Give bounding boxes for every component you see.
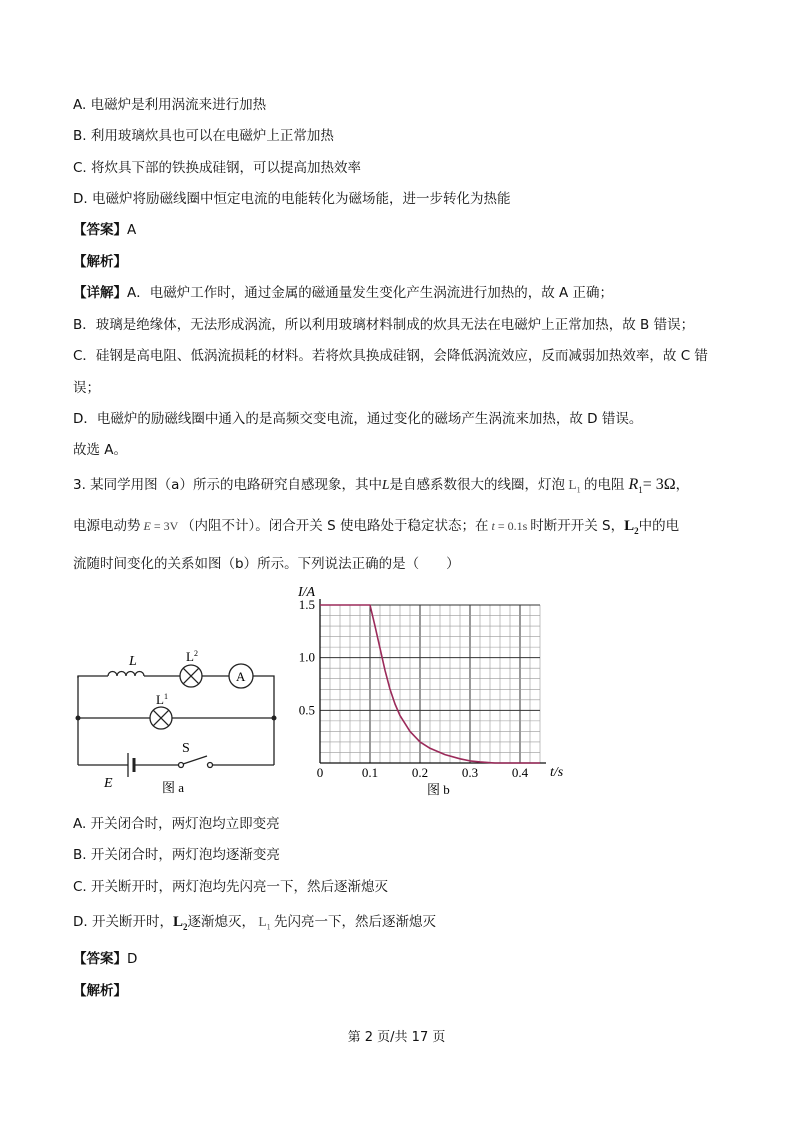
option-text: 逐渐熄灭，: [187, 914, 255, 930]
lamp-l1-symbol: $L_1$: [258, 914, 271, 932]
x-tick-label: 0.4: [511, 765, 529, 780]
q3-stem-line3: 流随时间变化的关系如图（b）所示。下列说法正确的是（ ）: [73, 556, 460, 572]
q2-option-d: D. 电磁炉将励磁线圈中恒定电流的电能转化为磁场能，进一步转化为热能: [73, 191, 511, 207]
q2-analysis-label: 【解析】: [73, 254, 127, 270]
label-ammeter: A: [236, 669, 246, 684]
q2-option-a: A. 电磁炉是利用涡流来进行加热: [73, 97, 267, 113]
detail-a-text: A．电磁炉工作时，通过金属的磁通量发生变化产生涡流进行加热的，故 A 正确；: [127, 285, 614, 301]
q3-analysis-label: 【解析】: [73, 983, 127, 999]
q3-stem-line2: [73, 517, 679, 540]
q2-option-b: B. 利用玻璃炊具也可以在电磁炉上正常加热: [73, 128, 334, 144]
coil-symbol: L: [381, 477, 390, 492]
answer-label: 【答案】: [73, 222, 127, 238]
answer-value: D: [127, 951, 138, 967]
option-text: 先闪亮一下，然后逐渐熄灭: [274, 914, 436, 930]
q2-detail-d: D．电磁炉的励磁线圈中通入的是高频交变电流，通过变化的磁场产生涡流来加热，故 D 错误。: [73, 411, 643, 427]
lamp-l2-cross: [183, 668, 199, 684]
lamp-l2-symbol: $L_2$: [624, 518, 639, 536]
junction-dot: [272, 716, 277, 721]
stem-text: 时断开开关 S，: [530, 518, 625, 534]
stem-text: 3. 某同学用图（a）所示的电路研究自感现象，其中: [73, 477, 382, 493]
y-tick-label: 1.5: [298, 597, 315, 612]
q3-option-b: B. 开关闭合时，两灯泡均逐渐变亮: [73, 847, 280, 863]
x-tick-label: 0.1: [361, 765, 379, 780]
q3-option-a: A. 开关闭合时，两灯泡均立即变亮: [73, 816, 280, 832]
q2-detail-a: [73, 284, 613, 302]
stem-text: （内阻不计）。闭合开关 S 使电路处于稳定状态；在: [181, 518, 489, 534]
label-l2: $L^2$: [186, 649, 198, 664]
q2-conclusion: 故选 A。: [73, 442, 128, 458]
q2-detail-c1: C．硅钢是高电阻、低涡流损耗的材料。若将炊具换成硅钢，会降低涡流效应，反而减弱加热效率，故 C 错: [73, 348, 708, 364]
caption-b: 图 b: [427, 782, 450, 797]
y-axis-label: I/A: [298, 585, 316, 600]
inductor-coil: [108, 672, 144, 677]
stem-text: 电源电动势: [73, 518, 141, 534]
caption-a: 图 a: [162, 780, 185, 795]
stem-text: 是自感系数很大的线圈，灯泡: [389, 477, 565, 493]
lamp-l1-cross: [153, 710, 169, 726]
switch-contact: [208, 763, 213, 768]
page-footer: 第 2 页/共 17 页: [347, 1030, 446, 1045]
q3-option-d: [73, 913, 436, 937]
label-l: L: [129, 654, 137, 669]
label-s: S: [182, 741, 190, 756]
x-axis-label: t/s: [550, 765, 564, 780]
emf-expr: E = 3V: [143, 519, 179, 533]
wire: [253, 676, 274, 718]
y-tick-label: 0.5: [298, 702, 315, 718]
label-e: E: [104, 776, 113, 791]
stem-text: ，: [675, 477, 690, 493]
y-tick-label: 1.0: [298, 649, 315, 665]
time-expr: t = 0.1s: [491, 519, 528, 533]
graph-axes: [320, 599, 546, 763]
detail-label: 【详解】: [73, 285, 127, 301]
q3-option-c: C. 开关断开时，两灯泡均先闪亮一下，然后逐渐熄灭: [73, 879, 389, 895]
wire: [78, 676, 108, 678]
figure-b-graph: [290, 580, 580, 805]
x-tick-label: 0.2: [411, 765, 429, 780]
q2-answer: [73, 221, 136, 239]
q2-detail-c2: 误；: [73, 380, 100, 396]
junction-dot: [76, 716, 81, 721]
q2-option-c: C. 将炊具下部的铁换成硅钢，可以提高加热效率: [73, 160, 362, 176]
q2-detail-b: B．玻璃是绝缘体，无法形成涡流，所以利用玻璃材料制成的炊具无法在电磁炉上正常加热，故 B 错误；: [73, 317, 695, 333]
figure-a-circuit: [70, 640, 285, 800]
answer-label: 【答案】: [73, 951, 127, 967]
option-text: D. 开关断开时，: [73, 914, 173, 930]
switch-blade: [183, 756, 207, 764]
label-l1: $L^1$: [156, 692, 168, 707]
q3-stem-line1: [73, 476, 689, 500]
switch-contact: [179, 763, 184, 768]
resistance-expr: $R_1= 3\Omega$: [628, 476, 676, 496]
graph-grid: [320, 605, 540, 763]
x-tick-label: 0: [316, 765, 324, 780]
stem-text: 的电阻: [583, 477, 625, 493]
lamp-l1-symbol: $L_1$: [568, 477, 581, 495]
lamp-l2-symbol: $L_2$: [172, 914, 188, 932]
q3-answer: [73, 950, 137, 968]
stem-text: 中的电: [638, 518, 680, 534]
answer-value: A: [127, 222, 137, 238]
x-tick-label: 0.3: [461, 765, 479, 780]
